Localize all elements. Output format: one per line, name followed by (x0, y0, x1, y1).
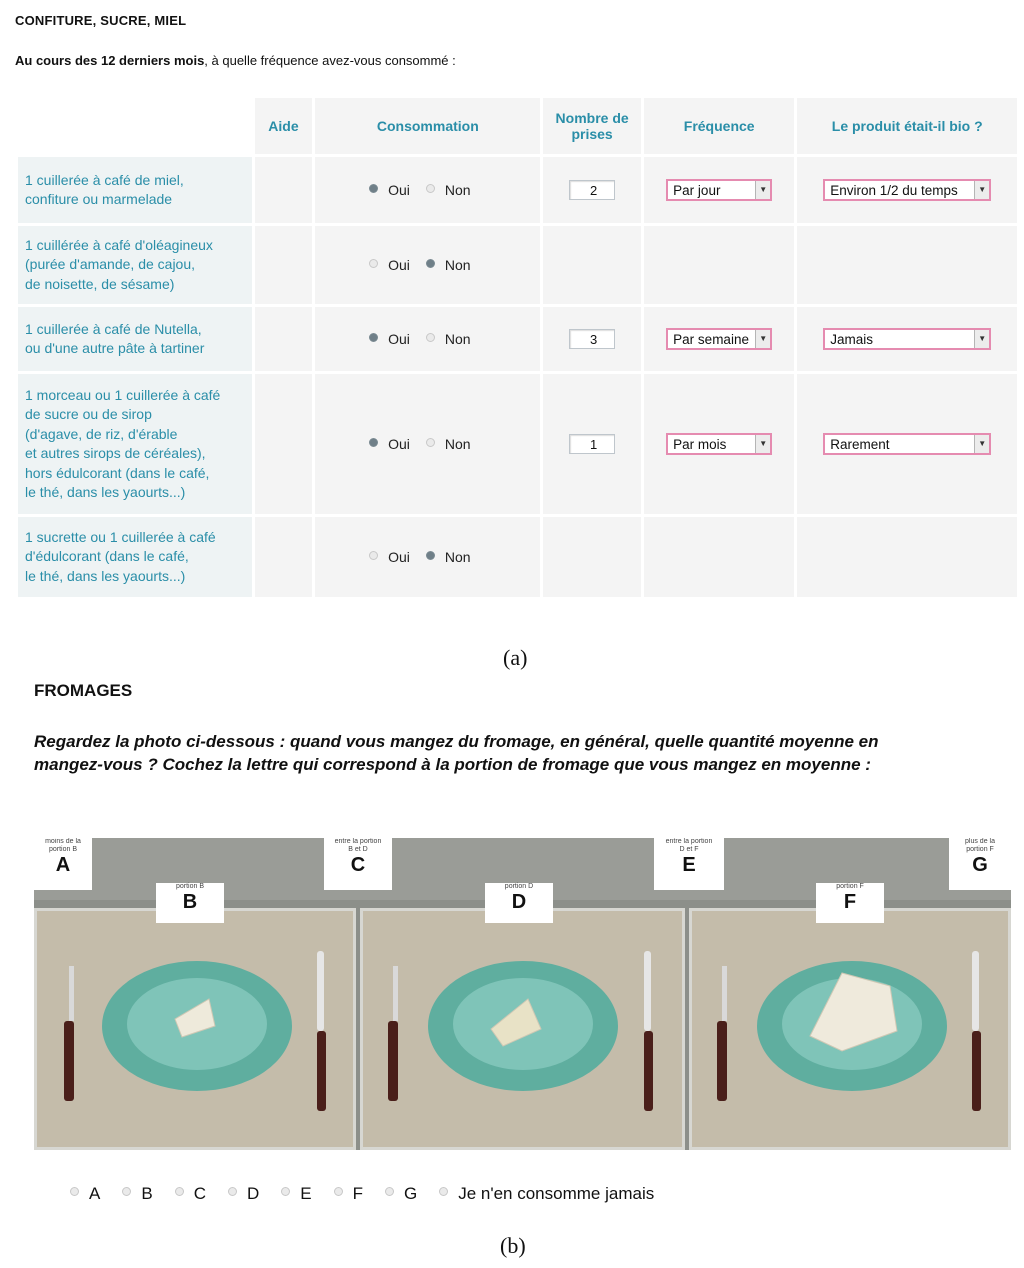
oui-non-radio-group (315, 331, 540, 347)
photo-tag-b (156, 883, 224, 923)
consommation-cell (315, 374, 540, 514)
oui-non-radio-group (315, 549, 540, 565)
portion-radio[interactable] (175, 1187, 184, 1196)
fork-tines (722, 966, 727, 1021)
row-label-line: le thé, dans les yaourts...) (25, 567, 186, 584)
aide-cell (255, 226, 313, 304)
row-label (18, 517, 252, 597)
chevron-down-icon[interactable]: ▼ (755, 330, 770, 348)
caption-b (500, 1233, 526, 1259)
portion-radio[interactable] (228, 1187, 237, 1196)
bio-cell (797, 374, 1017, 514)
row-label-line: hors édulcorant (dans le café, (25, 464, 210, 481)
oui-radio[interactable] (369, 438, 378, 447)
tag-b-letter: B (182, 891, 198, 913)
nombre-cell (543, 517, 641, 597)
fork-handle (717, 1021, 727, 1101)
row-label-line: le thé, dans les yaourts...) (25, 484, 186, 500)
frequence-cell (644, 157, 795, 223)
tag-c-small1: entre la portion (334, 838, 382, 845)
portion-radio[interactable] (122, 1187, 131, 1196)
nombre-cell (543, 226, 641, 304)
oui-non-radio-group (315, 257, 540, 273)
row-label-line: et autres sirops de céréales), (25, 445, 206, 461)
knife-handle (644, 1031, 653, 1111)
portion-option[interactable] (334, 1184, 363, 1204)
tag-a-small2: portion B (48, 846, 78, 853)
oui-radio[interactable] (369, 259, 378, 268)
oui-label: Oui (388, 257, 410, 273)
chevron-down-icon[interactable]: ▼ (974, 435, 989, 453)
aide-cell (255, 307, 313, 371)
tag-g-small2: portion F (966, 846, 994, 853)
portion-option[interactable] (70, 1184, 100, 1204)
question-rest: , à quelle fréquence avez-vous consommé : (204, 53, 456, 68)
photo-panel-b (34, 908, 356, 1150)
row-label-line: 1 sucrette ou 1 cuillerée à café (25, 528, 216, 545)
plate-illustration-b (37, 911, 353, 1147)
portion-radio[interactable] (70, 1187, 79, 1196)
oui-label: Oui (388, 331, 410, 347)
oui-label: Oui (388, 549, 410, 565)
tag-g-letter: G (972, 854, 988, 876)
chevron-down-icon[interactable]: ▼ (755, 435, 770, 453)
portion-option-label: G (403, 1184, 418, 1203)
frequency-select[interactable] (666, 433, 772, 455)
non-radio[interactable] (426, 184, 435, 193)
portion-radio[interactable] (385, 1187, 394, 1196)
aide-cell (255, 374, 313, 514)
header-bio: Le produit était-il bio ? (797, 98, 1017, 154)
non-label: Non (444, 549, 471, 565)
question-text-b (34, 730, 994, 776)
table-row (18, 307, 1017, 371)
oui-non-radio-group (315, 182, 540, 198)
frequence-cell (644, 307, 795, 371)
count-input[interactable]: 2 (569, 180, 615, 200)
non-radio[interactable] (426, 333, 435, 342)
portion-option[interactable] (228, 1184, 259, 1204)
fork-handle (388, 1021, 398, 1101)
frequency-value: Par mois (673, 436, 727, 452)
row-label-line: (d'agave, de riz, d'érable (25, 425, 178, 442)
portion-option[interactable] (439, 1184, 654, 1204)
photo-panel-f (689, 908, 1011, 1150)
table-row (18, 517, 1017, 597)
header-nombre-line1: Nombre de (555, 110, 629, 126)
consommation-cell (315, 226, 540, 304)
portion-option-label: E (300, 1184, 312, 1203)
tag-a-small1: moins de la (45, 838, 81, 845)
table-row (18, 226, 1017, 304)
table-header-row (18, 98, 1017, 154)
header-nombre-prises (543, 98, 641, 154)
portion-option-label: D (246, 1184, 260, 1203)
oui-radio[interactable] (369, 551, 378, 560)
portion-option[interactable] (122, 1184, 152, 1204)
bio-select[interactable] (823, 433, 991, 455)
row-label-line: confiture ou marmelade (25, 191, 173, 207)
non-radio[interactable] (426, 259, 435, 268)
non-radio[interactable] (426, 551, 435, 560)
oui-label: Oui (388, 436, 410, 452)
portion-option-label: F (352, 1184, 363, 1203)
portion-radio[interactable] (439, 1187, 448, 1196)
tag-b-small1: portion B (175, 883, 205, 890)
row-label-line: de noisette, de sésame) (25, 275, 175, 292)
tag-f-letter: F (843, 891, 857, 913)
portion-radio[interactable] (334, 1187, 343, 1196)
portion-option-label: B (141, 1184, 153, 1203)
row-label (18, 374, 252, 514)
non-label: Non (444, 436, 471, 452)
bio-value: Environ 1/2 du temps (830, 182, 958, 198)
tag-c-small2: B et D (348, 846, 368, 853)
photo-tag-d (485, 883, 553, 923)
bio-cell (797, 307, 1017, 371)
chevron-down-icon[interactable]: ▼ (755, 181, 770, 199)
consommation-cell (315, 307, 540, 371)
question-text-a (15, 53, 456, 68)
header-consommation: Consommation (315, 98, 540, 154)
knife-blade (644, 951, 651, 1031)
portion-options (70, 1184, 676, 1204)
frequence-cell (644, 226, 795, 304)
knife-handle (317, 1031, 326, 1111)
fork-tines (69, 966, 74, 1021)
chevron-down-icon[interactable]: ▼ (974, 181, 989, 199)
row-label-line: 1 cuillerée à café de Nutella, (25, 320, 202, 337)
question-b-line2: mangez-vous ? Cochez la lettre qui correspond à la portion de fromage que vous mangez en moyenne : (34, 755, 871, 774)
caption-a (503, 645, 527, 671)
nombre-cell (543, 157, 641, 223)
knife-blade (317, 951, 324, 1031)
frequency-select[interactable] (666, 179, 772, 201)
caption-b-text: (b) (500, 1233, 526, 1258)
tag-c-letter: C (350, 854, 366, 876)
question-b-line1: Regardez la photo ci-dessous : quand vous mangez du fromage, en général, quelle quantité moyenne en (34, 732, 879, 751)
row-label-line: d'édulcorant (dans le café, (25, 548, 189, 565)
row-label-line: (purée d'amande, de cajou, (25, 256, 196, 273)
tag-d-letter: D (511, 891, 527, 913)
photo-tag-c (324, 838, 392, 890)
photo-panel-d (360, 908, 685, 1150)
portion-radio[interactable] (281, 1187, 290, 1196)
tag-e-letter: E (682, 854, 696, 876)
plate-illustration-d (363, 911, 682, 1147)
portion-option[interactable] (281, 1184, 311, 1204)
table-row (18, 374, 1017, 514)
header-blank (18, 98, 252, 154)
oui-radio[interactable] (369, 333, 378, 342)
oui-radio[interactable] (369, 184, 378, 193)
non-label: Non (444, 331, 471, 347)
section-title-fromages: FROMAGES (34, 681, 133, 700)
question-bold: Au cours des 12 derniers mois (15, 53, 205, 68)
nombre-cell (543, 374, 641, 514)
tag-g-small1: plus de la (965, 838, 995, 845)
consumption-table (15, 95, 1020, 600)
tag-d-small1: portion D (504, 883, 534, 890)
non-label: Non (444, 257, 471, 273)
photo-tag-a (34, 838, 92, 890)
aide-cell (255, 517, 313, 597)
portion-option[interactable] (385, 1184, 417, 1204)
portion-option-label: C (193, 1184, 206, 1203)
portion-option-label: A (89, 1184, 101, 1203)
portion-option[interactable] (175, 1184, 206, 1204)
frequency-value: Par semaine (673, 331, 749, 347)
frequency-value: Par jour (673, 182, 721, 198)
portion-option-label: Je n'en consomme jamais (458, 1184, 655, 1203)
row-label-line: 1 cuillérée à café d'oléagineux (25, 236, 213, 253)
cheese-portion-photo (34, 838, 1011, 1150)
consommation-cell (315, 517, 540, 597)
bio-cell (797, 226, 1017, 304)
bio-select[interactable] (823, 328, 991, 350)
plate-illustration-f (692, 911, 1008, 1147)
bio-cell (797, 517, 1017, 597)
bio-select[interactable] (823, 179, 991, 201)
caption-a-text: (a) (503, 645, 528, 670)
row-label (18, 226, 252, 304)
row-label (18, 157, 252, 223)
tag-e-small2: D et F (679, 846, 699, 853)
frequency-select[interactable] (666, 328, 772, 350)
frequence-cell (644, 517, 795, 597)
photo-tag-e (654, 838, 724, 890)
knife-handle (972, 1031, 981, 1111)
row-label-line: 1 morceau ou 1 cuillerée à café (25, 386, 221, 403)
photo-tag-g (949, 838, 1011, 890)
tag-e-small1: entre la portion (665, 838, 713, 845)
knife-blade (972, 951, 979, 1031)
row-label-line: de sucre ou de sirop (25, 406, 152, 422)
fork-handle (64, 1021, 74, 1101)
bio-value: Rarement (830, 436, 890, 452)
bio-value: Jamais (830, 331, 873, 347)
tag-f-small1: portion F (836, 883, 864, 890)
header-nombre-line2: prises (571, 126, 613, 142)
tag-a-letter: A (55, 854, 71, 876)
count-input[interactable]: 1 (569, 434, 615, 454)
header-frequence: Fréquence (644, 98, 795, 154)
section-title-confiture: CONFITURE, SUCRE, MIEL (15, 13, 187, 28)
count-input[interactable]: 3 (569, 329, 615, 349)
non-radio[interactable] (426, 438, 435, 447)
nombre-cell (543, 307, 641, 371)
frequence-cell (644, 374, 795, 514)
oui-non-radio-group (315, 436, 540, 452)
aide-cell (255, 157, 313, 223)
row-label-line: ou d'une autre pâte à tartiner (25, 340, 205, 356)
bio-cell (797, 157, 1017, 223)
chevron-down-icon[interactable]: ▼ (974, 330, 989, 348)
non-label: Non (444, 182, 471, 198)
photo-tag-f (816, 883, 884, 923)
oui-label: Oui (388, 182, 410, 198)
consommation-cell (315, 157, 540, 223)
row-label-line: 1 cuillerée à café de miel, (25, 171, 184, 188)
table-row (18, 157, 1017, 223)
fork-tines (393, 966, 398, 1021)
header-aide: Aide (255, 98, 313, 154)
row-label (18, 307, 252, 371)
